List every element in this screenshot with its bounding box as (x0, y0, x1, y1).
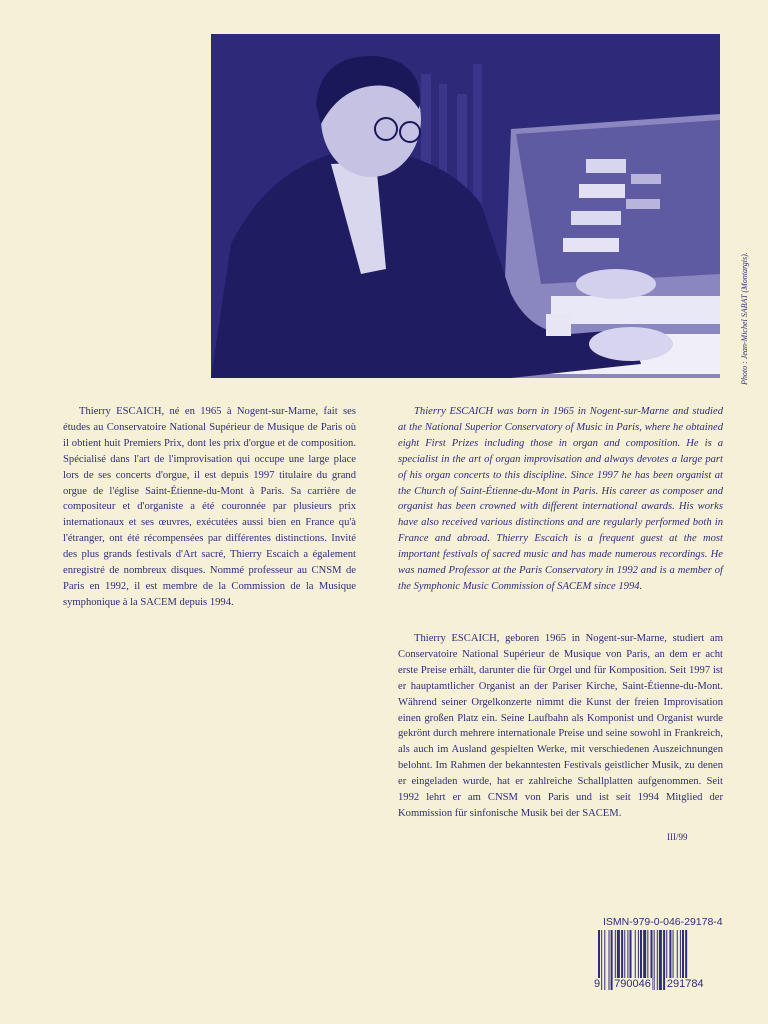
photo-credit: Photo : Jean-Michel SABAT (Montargis). (740, 252, 749, 385)
barcode-digit-lead: 9 (594, 978, 601, 990)
print-date-code: III/99 (667, 832, 688, 842)
barcode-digit-group-2: 291784 (666, 978, 704, 990)
biography-german: Thierry ESCAICH, geboren 1965 in Nogent-sur-Marne, studiert am Conservatoire National Supérieur de Musique von Paris, an dem er acht erste Preise erhält, darunter die für Orgel und für Komposition. Seit 1997 ist er hauptamtlicher Organist an der Pariser Kirche, Saint-Étienne-du-Mont. Während seiner Orgelkonzerte nimmt die Kunst der freien Improvisation einen großen Platz ein. Seine Laufbahn als Komponist und Organist wurde gekrönt durch mehrere internationale Preise und seine sowohl in Frankreich, als auch im Ausland gespielten Werke, mit verschiedenen Auszeichnungen belohnt. Im Rahmen der bekanntesten Festivals geistlicher Musik, zu denen er eingeladen wurde, hat er zahlreiche Schallplatten aufgenommen. Seit 1992 lehrt er am CNSM von Paris und ist seit 1994 Mitglied der Kommission für sinfonische Musik bei der SACEM. (398, 633, 723, 819)
biography-english: Thierry ESCAICH was born in 1965 in Nogent-sur-Marne and studied at the National Superior Conservatory of Music in Paris, where he obtained eight First Prizes including those in organ and composition. He is a specialist in the art of organ improvisation and always devotes a large part of his organ concerts to this discipline. Since 1997 he has been organist at the Church of Saint-Étienne-du-Mont in Paris. His career as composer and organist has been crowned with different international awards. His works have also received various distinctions and are regularly performed both in France and abroad. Thierry Escaich is a frequent guest at the most important festivals of sacred music and has made numerous recordings. He was named Professor at the Paris Conservatory in 1992 and is a member of the Symphonic Music Commission of SACEM since 1994. (398, 406, 723, 592)
barcode-digit-group-1: 790046 (614, 978, 651, 990)
organist-photo (211, 34, 720, 378)
ismn-number: ISMN-979-0-046-29178-4 (603, 916, 723, 928)
barcode-digits (593, 978, 725, 990)
biography-french: Thierry ESCAICH, né en 1965 à Nogent-sur-Marne, fait ses études au Conservatoire National Supérieur de Musique de Paris où il obtient huit Premiers Prix, dont les prix d'orgue et de composition. Spécialisé dans l'art de l'improvisation qui occupe une large place lors de ses concerts d'orgue, il est depuis 1997 titulaire du grand orgue de l'église Saint-Étienne-du-Mont à Paris. Sa carrière de compositeur et d'organiste a été couronnée par plusieurs prix internationaux et ses œuvres, exécutées aussi bien en France qu'à l'étranger, ont été récompensées par différentes distinctions. Invité des plus grands festivals d'Art sacré, Thierry Escaich a également enregistré de nombreux disques. Nommé professeur au CNSM de Paris en 1992, il est membre de la Commission de la Musique symphonique à la SACEM depuis 1994. (63, 406, 356, 608)
